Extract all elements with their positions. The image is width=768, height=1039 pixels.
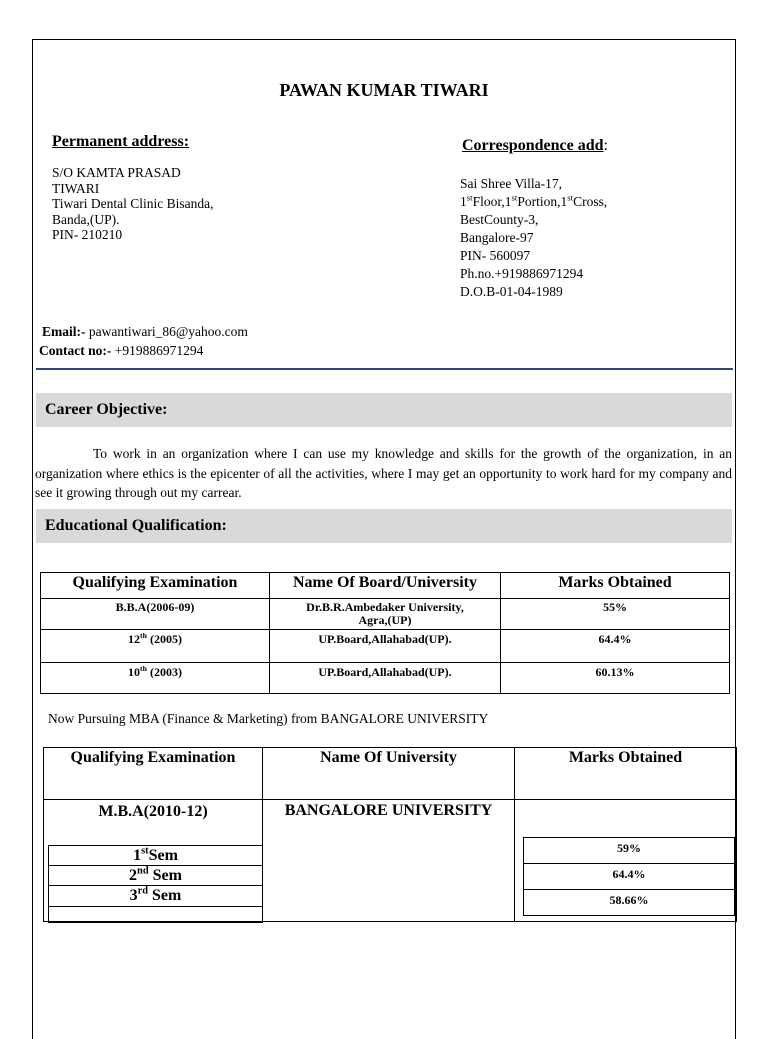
table-header-row [41,573,730,599]
cell-university: BANGALORE UNIVERSITY [263,800,515,922]
table-row [41,630,730,663]
cell-marks: 60.13% [501,663,730,694]
header-marks: Marks Obtained [501,573,730,599]
permanent-line: Banda,(UP). [52,211,120,227]
correspondence-heading-text: Correspondence add [462,137,604,154]
semester-item: 1stSem [133,845,178,864]
cell-board: Dr.B.R.Ambedaker University, Agra,(UP) [270,599,501,630]
permanent-line: S/O KAMTA PRASAD [52,165,181,180]
contact-line [39,341,203,360]
career-objective-text: To work in an organization where I can use my knowledge and skills for the growth of the organization, in an organization where ethics is the epicenter of all the activities, where I may get an opportunity to work hard for my company and see it growing through out my carrear. [35,446,732,500]
email-line [42,322,248,341]
header-qualifying-exam: Qualifying Examination [41,573,270,599]
semester-item: 2nd Sem [129,865,182,884]
corr-line: Ph.no.+919886971294 [460,266,584,281]
pursuing-mba-note: Now Pursuing MBA (Finance & Marketing) from BANGALORE UNIVERSITY [48,711,489,726]
contact-label: Contact no:- [39,343,112,358]
semester-marks: 59% [617,841,641,855]
permanent-line: Tiwari Dental Clinic Bisanda, [52,196,214,211]
cell-marks: 64.4% [501,630,730,663]
cell-exam: B.B.A(2006-09) [41,599,270,630]
permanent-address-heading: Permanent address: [52,133,190,150]
header-qualifying-exam: Qualifying Examination [44,748,263,800]
correspondence-colon: : [603,137,608,154]
career-objective-heading: Career Objective: [45,401,168,418]
corr-line: BestCounty-3, [460,212,539,227]
header-university: Name Of University [263,748,515,800]
education-band [36,509,732,543]
semester-marks: 64.4% [612,867,646,881]
cell-mba-exam: M.B.A(2010-12) [44,800,263,922]
corr-line-floor: 1stFloor,1stPortion,1stCross, [460,192,608,209]
candidate-name: PAWAN KUMAR TIWARI [279,80,489,100]
resume-page [32,39,736,1039]
semester-list [48,845,263,923]
education-table [40,572,730,694]
corr-line: Bangalore-97 [460,230,534,245]
education-heading: Educational Qualification: [45,517,227,534]
semester-marks-list [523,837,735,916]
semester-marks: 58.66% [609,893,649,907]
permanent-address-block [52,165,214,243]
email-value: pawantiwari_86@yahoo.com [85,324,248,339]
cell-exam: 10th (2003) [41,663,270,694]
header-board: Name Of Board/University [270,573,501,599]
contact-value: +919886971294 [111,343,204,358]
corr-line: D.O.B-01-04-1989 [460,284,563,299]
table-row [41,599,730,630]
cell-exam: 12th (2005) [41,630,270,663]
header-marks: Marks Obtained [515,748,737,800]
permanent-line: TIWARI [52,180,100,196]
cell-board: UP.Board,Allahabad(UP). [270,663,501,694]
correspondence-heading [462,137,608,155]
table-row [41,663,730,694]
corr-line: PIN- 560097 [460,248,531,263]
career-objective-band [36,393,732,427]
section-divider [36,368,733,370]
cell-marks: 55% [501,599,730,630]
semester-item: 3rd Sem [129,885,182,904]
corr-line: Sai Shree Villa-17, [460,176,563,191]
email-label: Email:- [42,324,86,339]
cell-board: UP.Board,Allahabad(UP). [270,630,501,663]
correspondence-address-block [460,175,607,301]
permanent-line: PIN- 210210 [52,227,123,242]
table-header-row [44,748,737,800]
